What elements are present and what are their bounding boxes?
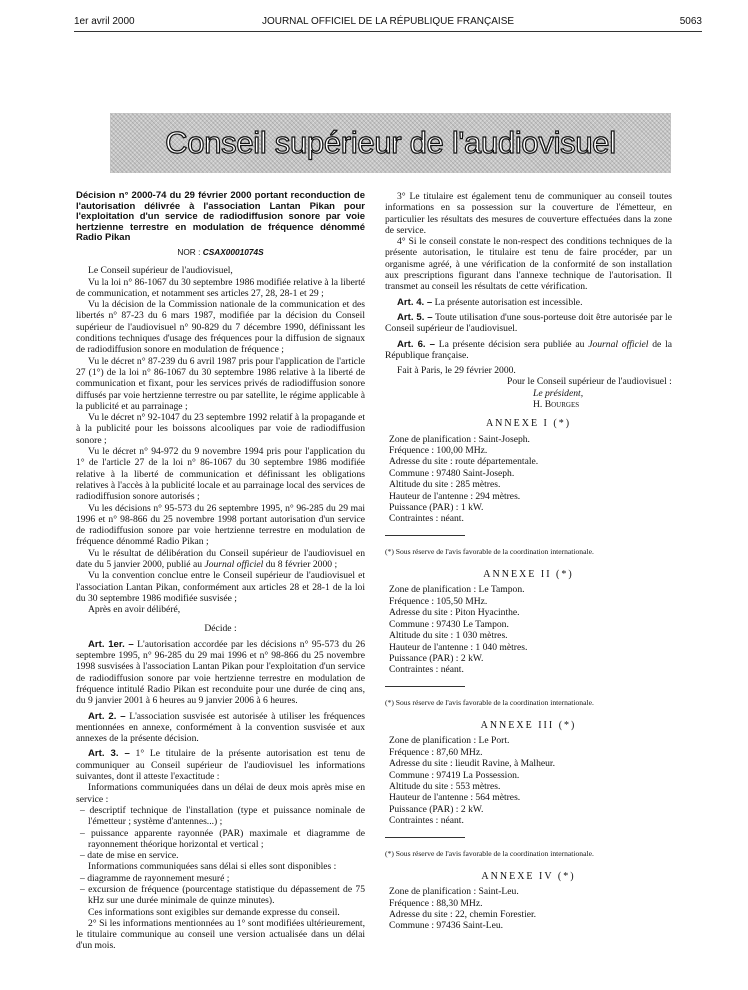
annex-altitude: Altitude du site : 285 mètres.: [389, 479, 501, 491]
annex-address: Adresse du site : lieudit Ravine, à Malheur.: [389, 758, 555, 770]
annex-zone: Zone de planification : Saint-Leu.: [389, 886, 519, 898]
article-6: Art. 6. – La présente décision sera publiée au Journal officiel de la République française.: [385, 338, 672, 361]
annex-4: [385, 871, 672, 932]
annex-frequency: Fréquence : 100,00 MHz.: [389, 445, 488, 457]
list-item: – excursion de fréquence (pourcentage statistique du dépassement de 75 kHz sur une durée minimale de quinze minutes).: [80, 884, 365, 907]
annex-constraints: Contraintes : néant.: [389, 513, 464, 525]
annex-title: ANNEXE IV (*): [481, 870, 576, 882]
list-item: – date de mise en service.: [80, 850, 179, 862]
annex-frequency: Fréquence : 88,30 MHz.: [389, 897, 483, 909]
article-1: Art. 1er. – L'autorisation accordée par les décisions n° 95-573 du 26 septembre 1995, n° 96-285 du 29 mai 1996 et n° 98-866 du 25 novembre 1998 susvisées à l'association Lantan Pikan pour l'exploitation d'un service de radiodiffusion sonore par voie hertzienne terrestre en modulation de fréquence intitulé Radio Pikan est reconduite pour une durée de cinq ans, du 9 janvier 2001 à 6 heures au 9 janvier 2006 à 6 heures.: [76, 638, 366, 707]
exigibles-paragraph: Ces informations sont exigibles sur demande expresse du conseil.: [88, 906, 340, 918]
annex-power: Puissance (PAR) : 2 kW.: [389, 652, 484, 664]
list-item: – diagramme de rayonnement mesuré ;: [80, 872, 230, 884]
annex-3: [385, 720, 672, 859]
footnote-rule: [385, 837, 465, 838]
annex-frequency: Fréquence : 87,60 MHz.: [389, 746, 483, 758]
signature-authority: Pour le Conseil supérieur de l'audiovisuel :: [507, 376, 672, 388]
article-3-point-2: 2° Si les informations mentionnées au 1° sont modifiées ultérieurement, le titulaire communique au conseil une version actualisée dans un délai d'un mois.: [76, 917, 365, 952]
annex-antenna-height: Hauteur de l'antenne : 294 mètres.: [389, 490, 521, 502]
header-rule: [74, 31, 702, 32]
annex-commune: Commune : 97430 Le Tampon.: [389, 618, 509, 630]
annex-zone: Zone de planification : Le Port.: [389, 735, 510, 747]
annex-altitude: Altitude du site : 553 mètres.: [389, 780, 501, 792]
article-5: Art. 5. – Toute utilisation d'une sous-porteuse doit être autorisée par le Conseil supérieur de l'audiovisuel.: [385, 311, 672, 335]
footnote-rule: [385, 535, 465, 536]
signature-place-date: Fait à Paris, le 29 février 2000.: [397, 365, 516, 377]
list-item: – puissance apparente rayonnée (PAR) maximale et diagramme de rayonnement théorique horizontal et vertical ;: [80, 827, 365, 850]
banner-title: Conseil supérieur de l'audiovisuel: [165, 125, 616, 160]
nor-reference: [76, 247, 365, 258]
visa-paragraph: Vu le décret n° 87-239 du 6 avril 1987 pris pour l'application de l'article 27 (1°) de la loi n° 86-1067 du 30 septembre 1986 relative à la liberté de communication et fixant, pour les services privés de radiodiffusion sonore diffusés par voie hertzienne terrestre ou par satellite, le régime applicable à la publicité et au parrainage ;: [76, 355, 365, 412]
running-header: [74, 12, 702, 32]
annex-title: ANNEXE II (*): [483, 569, 574, 581]
visa-paragraph: Vu le décret n° 94-972 du 9 novembre 1994 pris pour l'application du 1° de l'article 27 de la loi n° 86-1067 du 30 septembre 1986 modifiée relative à la liberté de communication et définissant les obligations relatives à l'accès à la publicité locale et au parrainage local des services de radiodiffusion sonore autorisés ;: [76, 446, 365, 503]
annex-commune: Commune : 97480 Saint-Joseph.: [389, 467, 515, 479]
nor-code: CSAX0001074S: [202, 246, 264, 257]
annex-address: Adresse du site : route départementale.: [389, 456, 539, 468]
decision-title: Décision n° 2000-74 du 29 février 2000 portant reconduction de l'autorisation délivrée à l'association Lantan Pikan pour l'exploitation d'un service de radiodiffusion sonore par voie hertzienne terrestre en modulation de fréquence dénommé Radio Pikan: [76, 190, 365, 244]
article-3: Art. 3. – 1° Le titulaire de la présente autorisation est tenu de communiquer au Conseil supérieur de l'audiovisuel les informations suivantes, dont il atteste l'exactitude :: [76, 748, 365, 783]
visa-paragraph: Vu la loi n° 86-1067 du 30 septembre 1986 modifiée relative à la liberté de communication, et notamment ses articles 27, 28, 28-1 et 29 ;: [76, 276, 365, 299]
annex-address: Adresse du site : 22, chemin Forestier.: [389, 908, 537, 920]
article-2: Art. 2. – L'association susvisée est autorisée à utiliser les fréquences mentionnées en annexe, conformément à la convention susvisée et aux annexes de la présente décision.: [76, 710, 365, 745]
visa-paragraph: Vu la décision de la Commission nationale de la communication et des libertés n° 87-23 du 6 mars 1987, modifiée par la décision du Conseil supérieur de l'audiovisuel n° 90-829 du 7 décembre 1990, définissant les conditions techniques d'usage des fréquences pour la diffusion de signaux de radiodiffusion sonore en modulation de fréquence ;: [76, 299, 365, 356]
annex-1: [385, 418, 672, 557]
annex-altitude: Altitude du site : 1 030 mètres.: [389, 630, 508, 642]
header-journal-title: JOURNAL OFFICIEL DE LA RÉPUBLIQUE FRANÇAISE: [261, 16, 515, 27]
annex-zone: Zone de planification : Le Tampon.: [389, 584, 525, 596]
footnote-rule: [385, 686, 465, 687]
annex-constraints: Contraintes : néant.: [389, 815, 464, 827]
annex-zone: Zone de planification : Saint-Joseph.: [389, 433, 530, 445]
list-item: – descriptif technique de l'installation (type et puissance nominale de l'émetteur ; système d'antennes...) ;: [80, 804, 365, 828]
annex-address: Adresse du site : Piton Hyacinthe.: [389, 607, 520, 619]
article-4: Art. 4. – La présente autorisation est incessible.: [397, 296, 583, 308]
signature-role: Le président,: [533, 387, 584, 399]
annex-2: [385, 569, 672, 708]
header-page-number: 5063: [679, 16, 702, 27]
info-delay-heading: Informations communiquées dans un délai de deux mois après mise en service :: [76, 782, 365, 805]
section-banner: [110, 113, 671, 173]
annex-footnote: (*) Sous réserve de l'avis favorable de la coordination internationale.: [385, 697, 594, 707]
deliberation-paragraph: Après en avoir délibéré,: [88, 604, 181, 616]
visa-paragraph: Vu le décret n° 92-1047 du 23 septembre 1992 relatif à la propagande et à la publicité pour les boissons alcooliques par voie de radiodiffusion sonore ;: [76, 412, 365, 446]
right-column: [385, 191, 672, 932]
annex-title: ANNEXE III (*): [480, 720, 577, 732]
article-3-point-4: 4° Si le conseil constate le non-respect des conditions techniques de la présente autorisation, le titulaire est tenu de faire procéder, par un organisme agréé, à une vérification de la conformité de son installation aux prescriptions figurant dans l'annexe technique de l'autorisation. Il transmet au conseil les résultats de cette vérification.: [385, 236, 672, 293]
article-3-point-3: 3° Le titulaire est également tenu de communiquer au conseil toutes informations en sa possession sur la couverture de l'émetteur, en particulier les résultats des mesures de couverture effectuées dans la zone de service.: [385, 191, 672, 236]
signature-name: H. Bourges: [533, 399, 580, 411]
header-date: 1er avril 2000: [74, 16, 135, 27]
visa-paragraph: Vu les décisions n° 95-573 du 26 septembre 1995, n° 96-285 du 29 mai 1996 et n° 98-866 du 25 novembre 1998 portant autorisation d'un service de radiodiffusion sonore par voie hertzienne terrestre en modulation de fréquence dénommé Radio Pikan ;: [76, 502, 365, 548]
annex-power: Puissance (PAR) : 2 kW.: [389, 803, 484, 815]
left-column: [76, 191, 365, 952]
visa-convention-paragraph: Vu la convention conclue entre le Conseil supérieur de l'audiovisuel et l'association Lantan Pikan, conformément aux articles 28 et 28-1 de la loi du 30 septembre 1986 modifiée susvisée ;: [76, 570, 365, 604]
annex-commune: Commune : 97436 Saint-Leu.: [389, 920, 504, 932]
nor-label: NOR :: [177, 246, 201, 257]
annex-footnote: (*) Sous réserve de l'avis favorable de la coordination internationale.: [385, 546, 594, 556]
annex-title: ANNEXE I (*): [485, 418, 572, 430]
annex-power: Puissance (PAR) : 1 kW.: [389, 502, 484, 514]
annex-footnote: (*) Sous réserve de l'avis favorable de la coordination internationale.: [385, 848, 594, 858]
annex-constraints: Contraintes : néant.: [389, 664, 464, 676]
visa-journal-paragraph: Vu le résultat de délibération du Conseil supérieur de l'audiovisuel en date du 5 janvier 2000, publié au Journal officiel du 8 février 2000 ;: [76, 547, 365, 570]
decide-heading: Décide :: [204, 623, 237, 635]
annex-commune: Commune : 97419 La Possession.: [389, 769, 520, 781]
info-immediate-heading: Informations communiquées sans délai si elles sont disponibles :: [88, 861, 337, 873]
intro-paragraph: Le Conseil supérieur de l'audiovisuel,: [88, 265, 233, 277]
annex-antenna-height: Hauteur de l'antenne : 1 040 mètres.: [389, 641, 528, 653]
annex-frequency: Fréquence : 105,50 MHz.: [389, 595, 488, 607]
annex-antenna-height: Hauteur de l'antenne : 564 mètres.: [389, 792, 521, 804]
